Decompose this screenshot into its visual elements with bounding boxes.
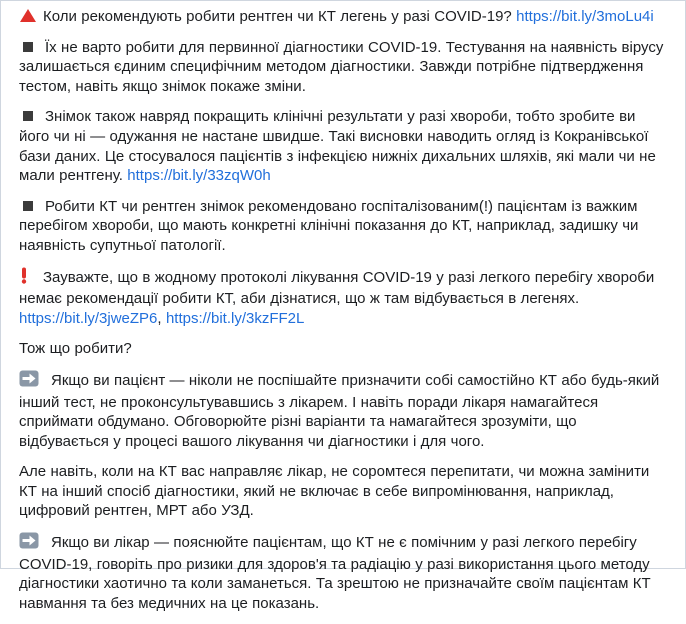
- paragraph-doctor-advice: [19, 532, 669, 613]
- ask-doctor-text: Але навіть, коли на КТ вас направляє лікар, не соромтеся перепитати, чи можна замінити КТ на інший спосіб діагностики, який не включає в себе випромінювання, наприклад, цифровий рентген, МРТ або УЗД.: [19, 463, 650, 520]
- hospitalized-text: Робити КТ чи рентген знімок рекомендовано госпіталізованим(!) пацієнтам із важким перебігом хвороби, що мають конкретні клінічні показання до КТ, наприклад, задишку чи наявність супутньої патології.: [19, 197, 639, 254]
- paragraph-clinical-results: [19, 107, 669, 185]
- right-arrow-icon-svg: [19, 370, 39, 387]
- what-to-do-text: Тож що робити?: [19, 340, 132, 358]
- post-body: [19, 7, 669, 624]
- paragraph-primary-diagnostics: [19, 38, 669, 97]
- link-3kzFF2L[interactable]: https://bit.ly/3kzFF2L: [165, 309, 305, 327]
- black-square-icon: [23, 201, 33, 211]
- paragraph-patient-advice: [19, 370, 669, 451]
- protocols-text: Зауважте, що в жодному протоколі лікування COVID-19 у разі легкого перебігу хвороби немає рекомендації робити КТ, аби дізнатися, що ж там відбувається в легенях.: [19, 268, 655, 308]
- right-arrow-icon-svg: [19, 532, 39, 549]
- paragraph-hospitalized: [19, 197, 669, 256]
- red-exclamation-icon: [19, 267, 37, 290]
- right-arrow-icon: [19, 532, 45, 555]
- red-triangle-icon-svg: [19, 8, 37, 23]
- paragraph-ask-doctor: [19, 462, 669, 521]
- paragraph-protocols: [19, 267, 669, 329]
- red-exclamation-icon-svg: [19, 267, 29, 284]
- links-separator: ,: [157, 309, 166, 327]
- primary-diagnostics-text: Їх не варто робити для первинної діагностики COVID-19. Тестування на наявність вірусу залишається єдиним специфічним методом діагностики. Завжди потрібне підтвердження тестом, навіть якщо знімок покаже зміни.: [19, 38, 664, 95]
- red-triangle-icon: [19, 8, 37, 29]
- patient-advice-text: Якщо ви пацієнт — ніколи не поспішайте призначити собі самостійно КТ або будь-який інший тест, не проконсультувавшись з лікарем. І навіть поради лікаря намагайтеся сприймати обдумано. Обговорюйте різні варіанти та намагайтеся зрозуміти, що відбувається у процесі вашого лікування чи діагностики і для чого.: [19, 371, 660, 450]
- link-3jweZP6[interactable]: https://bit.ly/3jweZP6: [19, 309, 158, 327]
- link-33zqW0h[interactable]: https://bit.ly/33zqW0h: [127, 167, 271, 185]
- black-square-icon: [23, 42, 33, 52]
- question-text: Коли рекомендують робити рентген чи КТ легень у разі COVID-19?: [43, 8, 517, 25]
- paragraph-question: [19, 7, 669, 29]
- link-3moLu4i[interactable]: https://bit.ly/3moLu4i: [516, 8, 654, 25]
- right-arrow-icon: [19, 370, 45, 393]
- paragraph-what-to-do: [19, 339, 669, 359]
- clinical-results-text: Знімок також навряд покращить клінічні результати у разі хвороби, тобто зробите ви його чи ні — одужання не настане швидше. Такі висновки наводить огляд із Кокранівської бази даних. Це стосувалося пацієнтів з інфекцією нижніх дихальних шляхів, які мали чи не мали рентгену.: [19, 108, 656, 185]
- doctor-advice-text: Якщо ви лікар — пояснюйте пацієнтам, що КТ не є помічним у разі легкого перебігу COVID-19, говоріть про ризики для здоров'я та радіацію у разі використання цього методу діагностики хаотично та коли заманеться. Та зрештою не призначайте своїм пацієнтам КТ навмання та без медичних на це показань.: [19, 534, 651, 612]
- black-square-icon: [23, 111, 33, 121]
